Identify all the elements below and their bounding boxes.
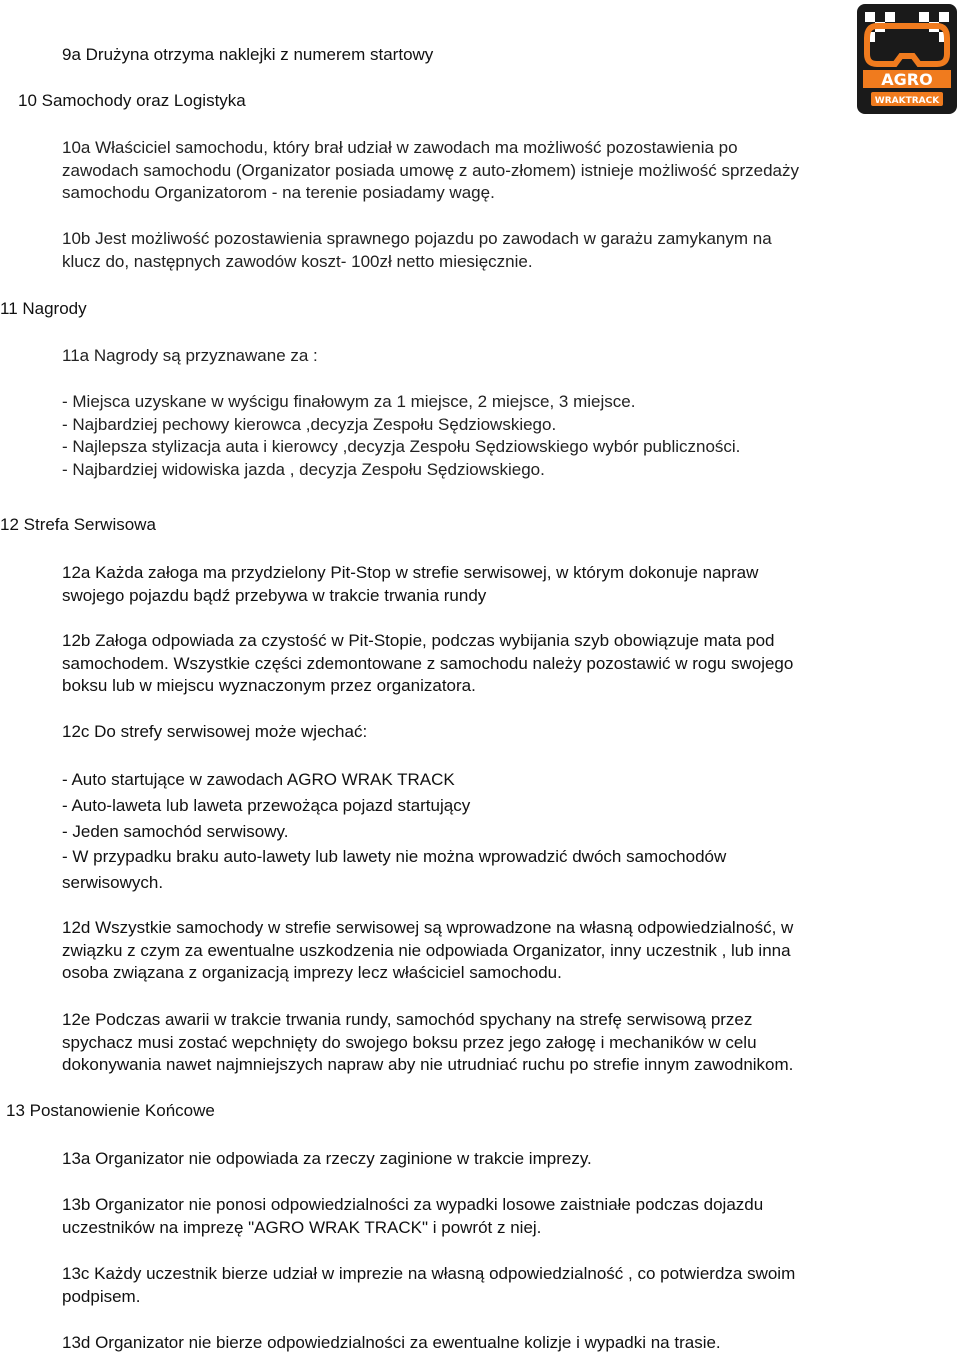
agro-wraktrack-logo: [857, 4, 957, 114]
prizes-list-item: - Najbardziej pechowy kierowca ,decyzja Zespołu Sędziowskiego.: [62, 414, 557, 434]
paragraph-12d-line: 12d Wszystkie samochody w strefie serwisowej są wprowadzone na własną odpowiedzialność, w: [62, 918, 794, 937]
paragraph-12a-line: swojego pojazdu bądź przebywa w trakcie trwania rundy: [62, 585, 487, 605]
section-13-heading: 13 Postanowienie Końcowe: [6, 1101, 215, 1120]
paragraph-10a-line: zawodach samochodu (Organizator posiada umowę z auto-złomem) istnieje możliwość sprzedaży: [62, 160, 799, 180]
paragraph-13b-line: 13b Organizator nie ponosi odpowiedzialności za wypadki losowe zaistniałe podczas dojazdu: [62, 1195, 764, 1214]
paragraph-13d: 13d Organizator nie bierze odpowiedzialności za ewentualne kolizje i wypadki na trasie.: [62, 1333, 721, 1352]
line-9a: 9a Drużyna otrzyma naklejki z numerem startowy: [62, 45, 434, 64]
paragraph-12a: [62, 562, 758, 607]
paragraph-13b-line: uczestników na imprezę "AGRO WRAK TRACK" i powrót z niej.: [62, 1217, 542, 1237]
service-zone-list-item: - Auto-laweta lub laweta przewożąca pojazd startujący: [62, 795, 471, 815]
paragraph-10a: [62, 137, 799, 205]
paragraph-12e-line: spychacz musi zostać wepchnięty do swojego boksu przez jego załogę i mechaników w celu: [62, 1032, 757, 1052]
prizes-list: [62, 391, 740, 481]
service-zone-list-item: - Auto startujące w zawodach AGRO WRAK TRACK: [62, 770, 455, 789]
paragraph-12e-line: 12e Podczas awarii w trakcie trwania rundy, samochód spychany na strefę serwisową przez: [62, 1010, 753, 1029]
prizes-list-item: - Miejsca uzyskane w wyścigu finałowym za 1 miejsce, 2 miejsce, 3 miejsce.: [62, 392, 636, 411]
section-10-heading: 10 Samochody oraz Logistyka: [18, 91, 246, 110]
paragraph-10a-line: samochodu Organizatorom - na terenie posiadamy wagę.: [62, 183, 495, 203]
paragraph-11a: 11a Nagrody są przyznawane za :: [62, 346, 318, 365]
paragraph-12b-line: boksu lub w miejscu wyznaczonym przez organizatora.: [62, 676, 476, 696]
paragraph-13c-line: 13c Każdy uczestnik bierze udział w imprezie na własną odpowiedzialność , co potwierdza swoim: [62, 1264, 796, 1283]
section-11-heading: 11 Nagrody: [0, 299, 87, 318]
service-zone-list-item: serwisowych.: [62, 873, 164, 893]
paragraph-13c-line: podpisem.: [62, 1286, 141, 1306]
logo-text-bottom: WRAKTRACK: [874, 96, 940, 106]
service-zone-list: [62, 767, 726, 896]
paragraph-13b: [62, 1194, 763, 1239]
paragraph-12b-line: 12b Załoga odpowiada za czystość w Pit-Stopie, podczas wybijania szyb obowiązuje mata pod: [62, 631, 775, 650]
section-12-heading: 12 Strefa Serwisowa: [0, 515, 156, 534]
service-zone-list-item: - W przypadku braku auto-lawety lub lawety nie można wprowadzić dwóch samochodów: [62, 847, 727, 867]
paragraph-12b: [62, 630, 793, 698]
paragraph-10b-line: klucz do, następnych zawodów koszt- 100zł netto miesięcznie.: [62, 251, 533, 271]
paragraph-12b-line: samochodem. Wszystkie części zdemontowane z samochodu należy pozostawić w rogu swojego: [62, 653, 794, 673]
paragraph-10b-line: 10b Jest możliwość pozostawienia sprawnego pojazdu po zawodach w garażu zamykanym na: [62, 229, 772, 248]
prizes-list-item: - Najlepsza stylizacja auta i kierowcy ,decyzja Zespołu Sędziowskiego wybór publiczności.: [62, 437, 741, 457]
paragraph-12e-line: dokonywania nawet najmniejszych napraw aby nie utrudniać ruchu po strefie innym zawodnikom.: [62, 1055, 794, 1075]
service-zone-list-item: - Jeden samochód serwisowy.: [62, 821, 289, 841]
paragraph-13a: 13a Organizator nie odpowiada za rzeczy zaginione w trakcie imprezy.: [62, 1149, 592, 1168]
prizes-list-item: - Najbardziej widowiska jazda , decyzja Zespołu Sędziowskiego.: [62, 459, 545, 479]
paragraph-12a-line: 12a Każda załoga ma przydzielony Pit-Stop w strefie serwisowej, w którym dokonuje napraw: [62, 563, 759, 582]
paragraph-12d: [62, 917, 793, 985]
logo-text-top: AGRO: [881, 70, 933, 89]
paragraph-12d-line: związku z czym za ewentualne uszkodzenia nie odpowiada Organizator, inny uczestnik , lub inna: [62, 940, 791, 960]
paragraph-12e: [62, 1009, 793, 1077]
paragraph-10a-line: 10a Właściciel samochodu, który brał udział w zawodach ma możliwość pozostawienia po: [62, 138, 738, 157]
paragraph-10b: [62, 228, 772, 273]
paragraph-12c: 12c Do strefy serwisowej może wjechać:: [62, 722, 368, 741]
paragraph-12d-line: osoba związana z organizacją imprezy lecz właściciel samochodu.: [62, 963, 562, 983]
paragraph-13c: [62, 1263, 795, 1308]
